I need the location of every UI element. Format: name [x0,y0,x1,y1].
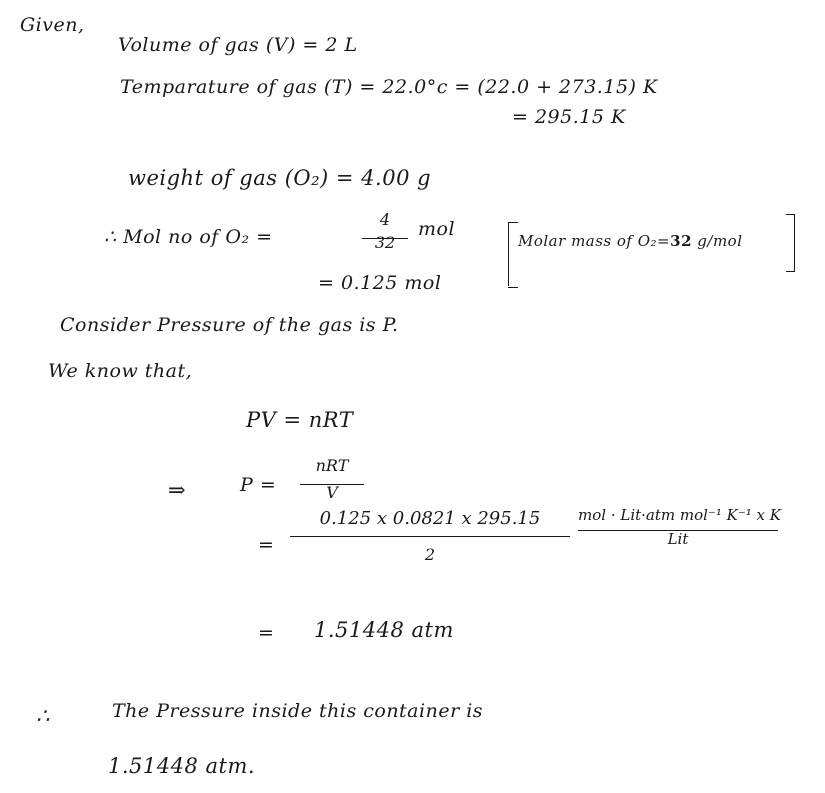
temperature-line: Temparature of gas (T) = 22.0°c = (22.0 + 273.15) K [120,76,658,98]
mol-number-prefix: ∴ Mol no of O₂ = [104,226,273,248]
molar-mass-value: 32 [670,232,693,250]
ideal-gas-equation: PV = nRT [246,408,354,432]
p-denominator: V [326,483,338,502]
unit-denominator: Lit [667,530,689,548]
weight-line: weight of gas (O₂) = 4.00 g [128,166,432,190]
volume-line: Volume of gas (V) = 2 L [118,34,358,56]
molar-mass-label: Molar mass of O₂= [518,232,671,250]
calc-equals: = [258,534,275,556]
know-line: We know that, [48,360,193,382]
left-bracket-caps [508,222,518,288]
calc-numerator: 0.125 x 0.0821 x 295.15 [319,508,541,529]
implies-arrow: ⇒ [168,478,187,502]
p-numerator: nRT [315,456,349,475]
p-fraction [296,456,368,502]
temperature-result: = 295.15 K [512,106,626,128]
calc-denominator: 2 [424,545,436,564]
mol-unit: mol [418,218,456,240]
molar-mass-note [518,232,743,250]
mol-numerator: 4 [379,210,391,229]
calc-fraction-bar [290,536,570,537]
p-equals: P = [240,474,277,496]
unit-fraction [578,506,781,548]
mol-fraction-bar [362,238,408,239]
p-fraction-bar [300,484,364,485]
conclusion-line-1: The Pressure inside this container is [112,700,484,722]
mol-denominator: 32 [374,233,396,252]
mol-fraction [362,210,408,252]
molar-mass-unit: g/mol [697,232,743,250]
consider-line: Consider Pressure of the gas is P. [60,314,399,336]
unit-fraction-bar [578,530,778,531]
therefore-symbol: ∴ [36,704,50,728]
pressure-result: 1.51448 atm [314,618,454,642]
right-bracket [786,214,795,272]
conclusion-line-2: 1.51448 atm. [108,754,256,778]
result-equals: = [258,622,275,644]
unit-numerator: mol · Lit·atm mol⁻¹ K⁻¹ x K [578,506,781,524]
mol-result: = 0.125 mol [318,272,442,294]
given-label: Given, [20,14,85,36]
